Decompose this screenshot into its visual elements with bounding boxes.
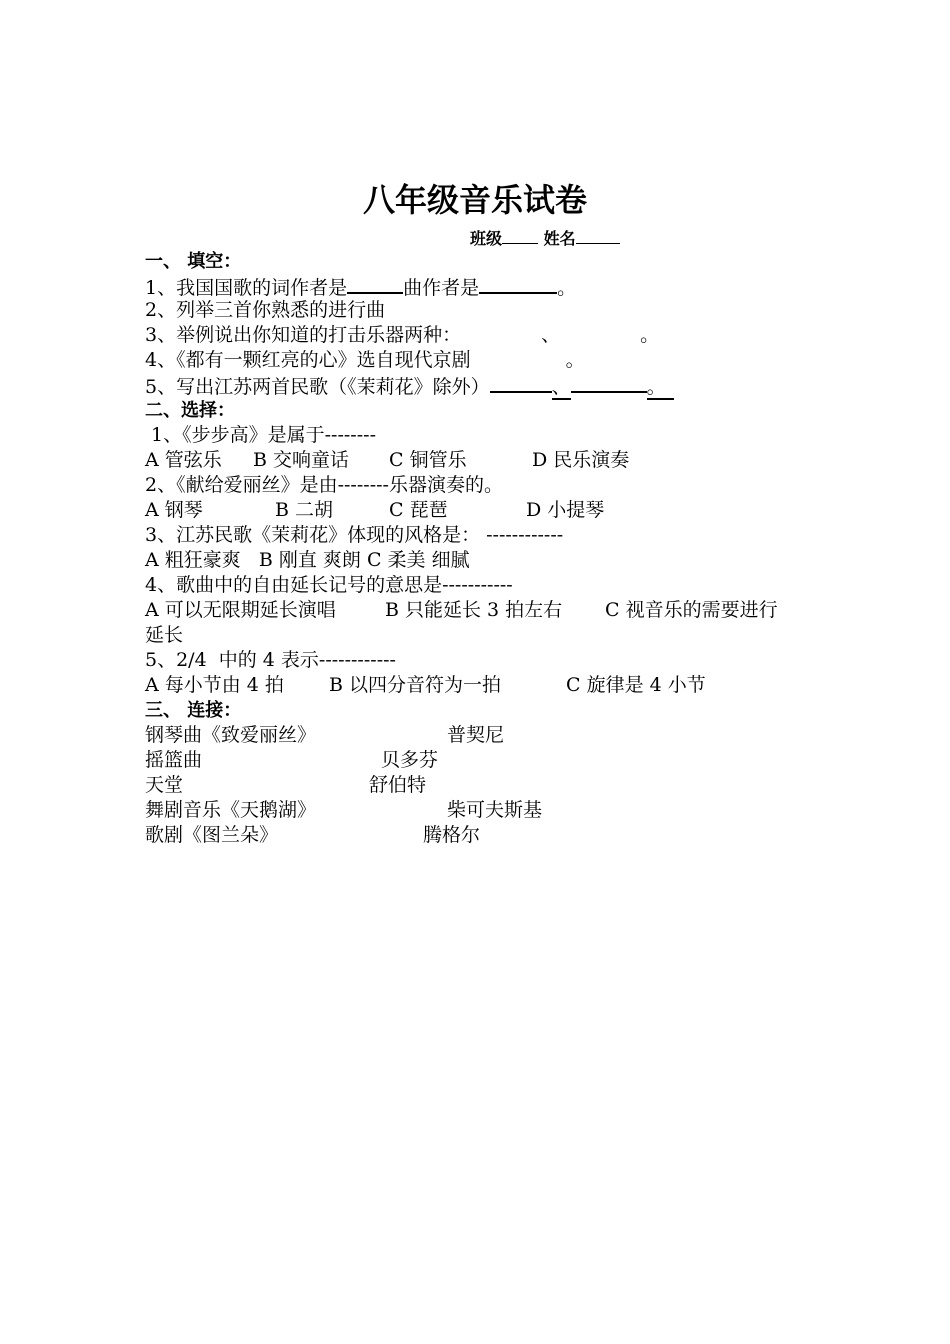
fill-question-2: 2、列举三首你熟悉的进行曲 (145, 299, 386, 321)
option-a[interactable]: A 钢琴 (145, 499, 203, 521)
choice-question-4: 4、歌曲中的自由延长记号的意思是----------- (145, 574, 513, 596)
q1-composer-blank[interactable] (479, 274, 557, 294)
option-d[interactable]: D 小提琴 (526, 499, 605, 521)
section1-heading: 一、 填空： (145, 251, 242, 272)
match-right-item[interactable]: 柴可夫斯基 (447, 799, 543, 821)
name-blank[interactable] (576, 228, 620, 244)
match-row (145, 823, 795, 848)
fill-question-1: 1、我国国歌的词作者是 曲作者是 。 (145, 274, 576, 301)
option-b[interactable]: B 交响童话 (253, 449, 350, 471)
choice-options-4 (145, 598, 845, 623)
option-b[interactable]: B 二胡 (275, 499, 334, 521)
name-label: 姓名 (543, 229, 576, 248)
class-label: 班级 (470, 229, 503, 248)
option-c[interactable]: C 铜管乐 (389, 449, 467, 471)
choice-options-1 (145, 448, 845, 473)
match-right-item[interactable]: 腾格尔 (423, 824, 481, 846)
match-left-item[interactable]: 摇篮曲 (145, 749, 203, 771)
q5-blank-2[interactable] (571, 373, 647, 393)
choice-options-2 (145, 498, 845, 523)
option-c[interactable]: C 视音乐的需要进行 (605, 599, 778, 621)
match-left-item[interactable]: 舞剧音乐《天鹅湖》 (145, 799, 317, 821)
q1-lyricist-blank[interactable] (347, 274, 403, 294)
option-c[interactable]: C 旋律是 4 小节 (566, 674, 706, 696)
fill-question-3: 3、举例说出你知道的打击乐器两种： 、 。 (145, 324, 660, 346)
match-row (145, 748, 795, 773)
choice-options-3[interactable]: A 粗狂豪爽 B 刚直 爽朗 C 柔美 细腻 (145, 549, 470, 571)
option-a[interactable]: A 每小节由 4 拍 (145, 674, 284, 696)
section2-heading: 二、选择： (145, 400, 235, 421)
section3-heading: 三、 连接： (145, 700, 242, 721)
option-c[interactable]: C 琵琶 (389, 499, 448, 521)
choice-question-3: 3、江苏民歌《茉莉花》体现的风格是： ------------ (145, 524, 564, 546)
option-b[interactable]: B 只能延长 3 拍左右 (385, 599, 563, 621)
match-row (145, 773, 795, 798)
match-row (145, 723, 795, 748)
match-row (145, 798, 795, 823)
q5-blank-1[interactable] (490, 373, 552, 393)
match-right-item[interactable]: 普契尼 (447, 724, 505, 746)
choice-question-2: 2、《献给爱丽丝》是由--------乐器演奏的。 (145, 474, 503, 496)
match-left-item[interactable]: 天堂 (145, 774, 184, 796)
option-d[interactable]: D 民乐演奏 (532, 449, 630, 471)
option-b[interactable]: B 以四分音符为一拍 (329, 674, 502, 696)
option-a[interactable]: A 可以无限期延长演唱 (145, 599, 336, 621)
choice-options-5 (145, 673, 845, 698)
choice-options-4-wrap: 延长 (145, 624, 184, 646)
choice-question-1: 1、《步步高》是属于-------- (145, 424, 376, 446)
match-right-item[interactable]: 贝多芬 (381, 749, 439, 771)
choice-question-5: 5、2/4 中的 4 表示------------ (145, 649, 396, 671)
option-a[interactable]: A 管弦乐 (145, 449, 222, 471)
page-title: 八年级音乐试卷 (362, 181, 587, 219)
class-blank[interactable] (502, 228, 538, 244)
match-left-item[interactable]: 歌剧《图兰朵》 (145, 824, 279, 846)
fill-question-4: 4、《都有一颗红亮的心》选自现代京剧 。 (145, 349, 585, 371)
match-left-item[interactable]: 钢琴曲《致爱丽丝》 (145, 724, 317, 746)
student-info (470, 228, 620, 250)
match-right-item[interactable]: 舒伯特 (369, 774, 427, 796)
fill-question-5: 5、写出江苏两首民歌（《茉莉花》除外） 、 。 (145, 373, 674, 400)
